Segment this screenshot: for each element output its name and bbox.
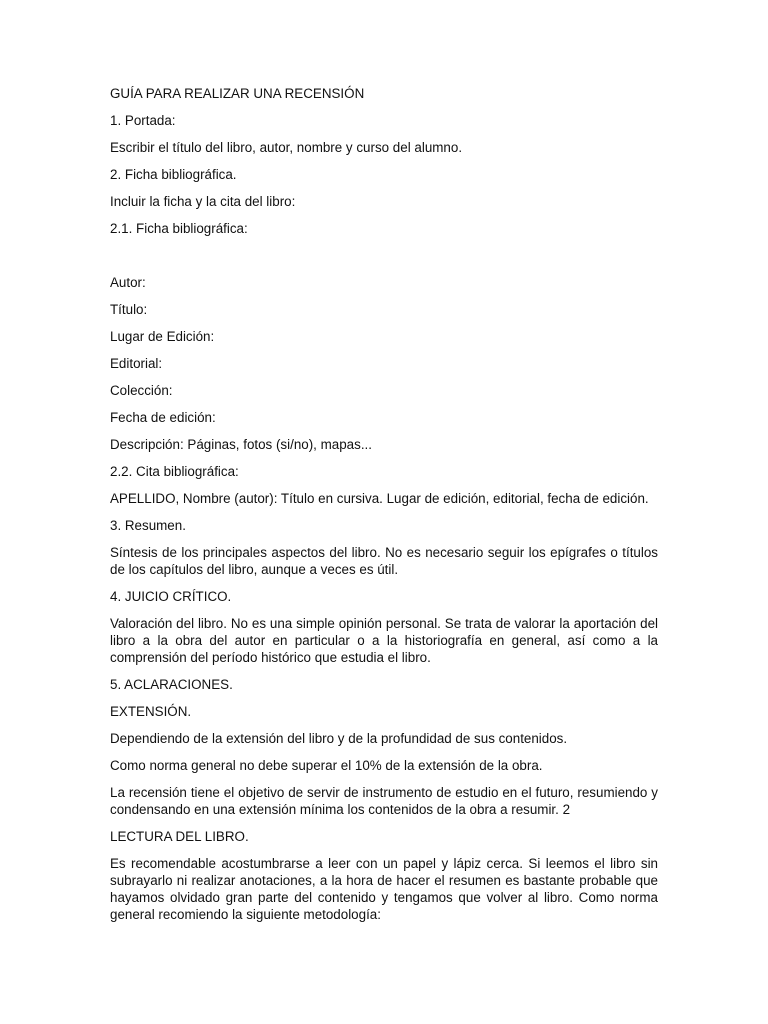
- section-5-heading: 5. ACLARACIONES.: [110, 677, 233, 692]
- field-fecha-edicion: Fecha de edición:: [110, 410, 216, 425]
- lectura-heading: LECTURA DEL LIBRO.: [110, 829, 249, 844]
- section-3-heading: 3. Resumen.: [110, 518, 186, 533]
- section-2-2-heading: 2.2. Cita bibliográfica:: [110, 464, 239, 479]
- extension-paragraph-1: Dependiendo de la extensión del libro y de la profundidad de sus contenidos.: [110, 731, 568, 746]
- document-body: [110, 85, 658, 933]
- field-autor: Autor:: [110, 275, 146, 290]
- section-4-heading: 4. JUICIO CRÍTICO.: [110, 589, 232, 604]
- section-2-text: Incluir la ficha y la cita del libro:: [110, 194, 296, 209]
- section-2-1-heading: 2.1. Ficha bibliográfica:: [110, 221, 248, 236]
- section-2-2-text: APELLIDO, Nombre (autor): Título en cursiva. Lugar de edición, editorial, fecha de edición.: [110, 491, 649, 506]
- section-2-heading: 2. Ficha bibliográfica.: [110, 167, 237, 182]
- field-coleccion: Colección:: [110, 383, 173, 398]
- extension-paragraph-2: Como norma general no debe superar el 10% de la extensión de la obra.: [110, 758, 543, 773]
- section-4-text: Valoración del libro. No es una simple opinión personal. Se trata de valorar la aportación del libro a la obra del autor en particular o a la historiografía en general, así como a la comprensión del período histórico que estudia el libro.: [110, 616, 658, 665]
- field-descripcion: Descripción: Páginas, fotos (si/no), mapas...: [110, 437, 372, 452]
- document-title: GUÍA PARA REALIZAR UNA RECENSIÓN: [110, 86, 365, 101]
- extension-paragraph-3: La recensión tiene el objetivo de servir de instrumento de estudio en el futuro, resumiendo y condensando en una extensión mínima los contenidos de la obra a resumir. 2: [110, 785, 658, 817]
- section-1-heading: 1. Portada:: [110, 113, 176, 128]
- extension-heading: EXTENSIÓN.: [110, 704, 192, 719]
- lectura-paragraph-1: Es recomendable acostumbrarse a leer con un papel y lápiz cerca. Si leemos el libro sin subrayarlo ni realizar anotaciones, a la hora de hacer el resumen es bastante probable que hayamos olvidado gran parte del contenido y tengamos que volver al libro. Como norma general recomiendo la siguiente metodología:: [110, 856, 658, 922]
- field-lugar-edicion: Lugar de Edición:: [110, 329, 215, 344]
- section-1-text: Escribir el título del libro, autor, nombre y curso del alumno.: [110, 140, 463, 155]
- field-editorial: Editorial:: [110, 356, 163, 371]
- field-titulo: Título:: [110, 302, 148, 317]
- section-3-text: Síntesis de los principales aspectos del libro. No es necesario seguir los epígrafes o títulos de los capítulos del libro, aunque a veces es útil.: [110, 545, 658, 577]
